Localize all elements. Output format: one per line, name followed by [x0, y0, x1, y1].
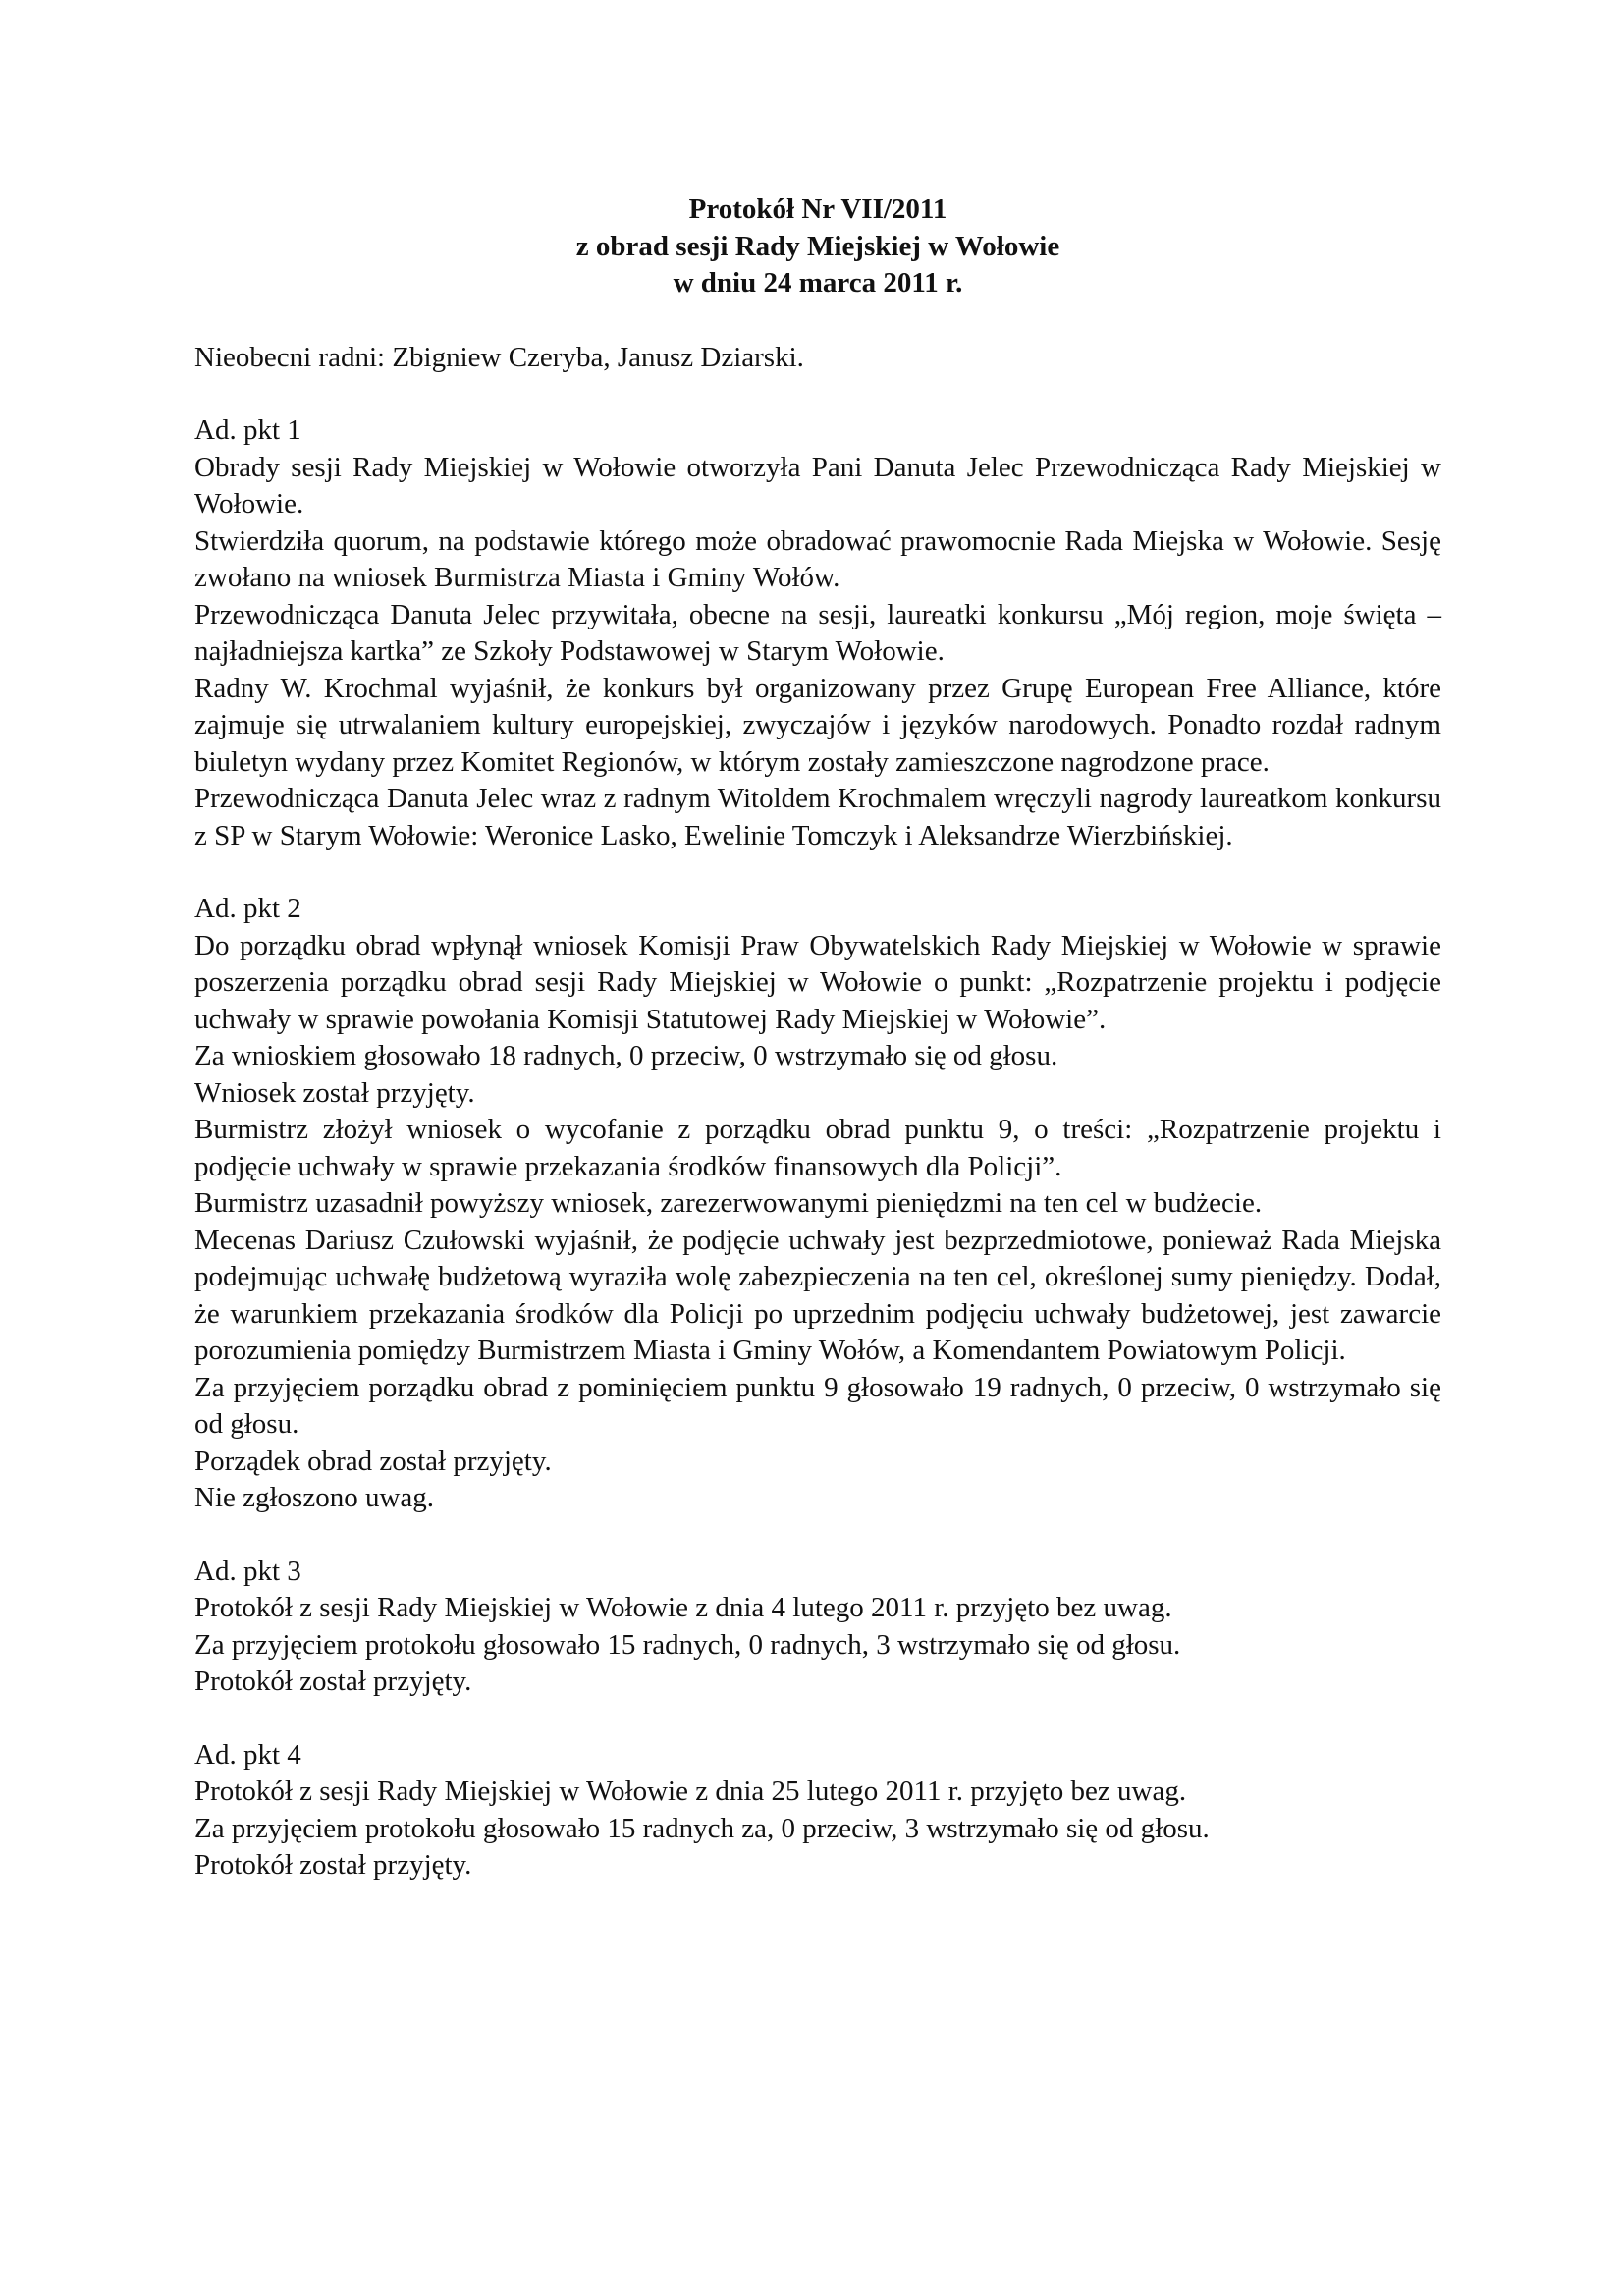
section-paragraph: Protokół został przyjęty. [194, 1666, 472, 1697]
section-paragraph: Mecenas Dariusz Czułowski wyjaśnił, że podjęcie uchwały jest bezprzedmiotowe, ponieważ Rada Miejska podejmując uchwałę budżetową wyraziła wolę zabezpieczenia na ten cel, określonej sumy pieniędzy. Dodał, że warunkiem przekazania środków dla Policji po uprzednim podjęciu uchwały budżetowej, jest zawarcie porozumienia pomiędzy Burmistrzem Miasta i Gminy Wołów, a Komendantem Powiatowym Policji. [194, 1224, 1441, 1366]
section-paragraph: Za przyjęciem porządku obrad z pominięciem punktu 9 głosowało 19 radnych, 0 przeciw, 0 wstrzymało się od głosu. [194, 1371, 1441, 1440]
section-paragraph: Przewodnicząca Danuta Jelec wraz z radnym Witoldem Krochmalem wręczyli nagrody laureatkom konkursu z SP w Starym Wołowie: Weronice Lasko, Ewelinie Tomczyk i Aleksandrze Wierzbińskiej. [194, 783, 1441, 851]
section-pkt-4 [194, 1737, 1441, 1885]
section-paragraph: Za przyjęciem protokołu głosowało 15 radnych za, 0 przeciw, 3 wstrzymało się od głosu. [194, 1812, 1210, 1844]
section-paragraph: Radny W. Krochmal wyjaśnił, że konkurs był organizowany przez Grupę European Free Alliance, które zajmuje się utrwalaniem kultury europejskiej, zwyczajów i języków narodowych. Ponadto rozdał radnym biuletyn wydany przez Komitet Regionów, w którym zostały zamieszczone nagrodzone prace. [194, 672, 1441, 778]
sections-container [194, 412, 1441, 1885]
section-pkt-3 [194, 1554, 1441, 1701]
section-title: Ad. pkt 1 [194, 414, 301, 446]
section-title: Ad. pkt 3 [194, 1555, 301, 1587]
section-pkt-1 [194, 412, 1441, 854]
section-paragraph: Za wnioskiem głosowało 18 radnych, 0 przeciw, 0 wstrzymało się od głosu. [194, 1040, 1058, 1071]
section-paragraph: Protokół z sesji Rady Miejskiej w Wołowie z dnia 4 lutego 2011 r. przyjęto bez uwag. [194, 1592, 1172, 1623]
protocol-number: Protokół Nr VII/2011 [688, 193, 947, 225]
session-title: z obrad sesji Rady Miejskiej w Wołowie [575, 230, 1060, 262]
session-date: w dniu 24 marca 2011 r. [673, 267, 963, 299]
section-paragraph: Przewodnicząca Danuta Jelec przywitała, obecne na sesji, laureatki konkursu „Mój region, moje święta – najładniejsza kartka” ze Szkoły Podstawowej w Starym Wołowie. [194, 598, 1441, 667]
section-paragraph: Obrady sesji Rady Miejskiej w Wołowie otworzyła Pani Danuta Jelec Przewodnicząca Rady Miejskiej w Wołowie. [194, 451, 1441, 519]
section-paragraph: Protokół z sesji Rady Miejskiej w Wołowie z dnia 25 lutego 2011 r. przyjęto bez uwag. [194, 1776, 1187, 1807]
absent-councillors: Nieobecni radni: Zbigniew Czeryba, Janusz Dziarski. [194, 341, 804, 373]
section-paragraph: Stwierdziła quorum, na podstawie którego może obradować prawomocnie Rada Miejska w Wołowie. Sesję zwołano na wniosek Burmistrza Miasta i Gminy Wołów. [194, 524, 1441, 593]
section-paragraph: Nie zgłoszono uwag. [194, 1482, 435, 1513]
section-paragraph: Do porządku obrad wpłynął wniosek Komisji Praw Obywatelskich Rady Miejskiej w Wołowie w sprawie poszerzenia porządku obrad sesji Rady Miejskiej w Wołowie o punkt: „Rozpatrzenie projektu i podjęcie uchwały w sprawie powołania Komisji Statutowej Rady Miejskiej w Wołowie”. [194, 929, 1441, 1035]
section-paragraph: Porządek obrad został przyjęty. [194, 1445, 552, 1477]
section-title: Ad. pkt 4 [194, 1738, 301, 1771]
section-paragraph: Burmistrz złożył wniosek o wycofanie z porządku obrad punktu 9, o treści: „Rozpatrzenie projektu i podjęcie uchwały w sprawie przekazania środków finansowych dla Policji”. [194, 1114, 1441, 1182]
section-paragraph: Za przyjęciem protokołu głosowało 15 radnych, 0 radnych, 3 wstrzymało się od głosu. [194, 1628, 1181, 1661]
document-page [194, 191, 1441, 1921]
section-pkt-2 [194, 891, 1441, 1517]
section-title: Ad. pkt 2 [194, 893, 301, 924]
document-header [194, 191, 1441, 302]
section-paragraph: Protokół został przyjęty. [194, 1849, 472, 1881]
section-paragraph: Wniosek został przyjęty. [194, 1076, 475, 1109]
section-paragraph: Burmistrz uzasadnił powyższy wniosek, zarezerwowanymi pieniędzmi na ten cel w budżecie. [194, 1187, 1263, 1219]
